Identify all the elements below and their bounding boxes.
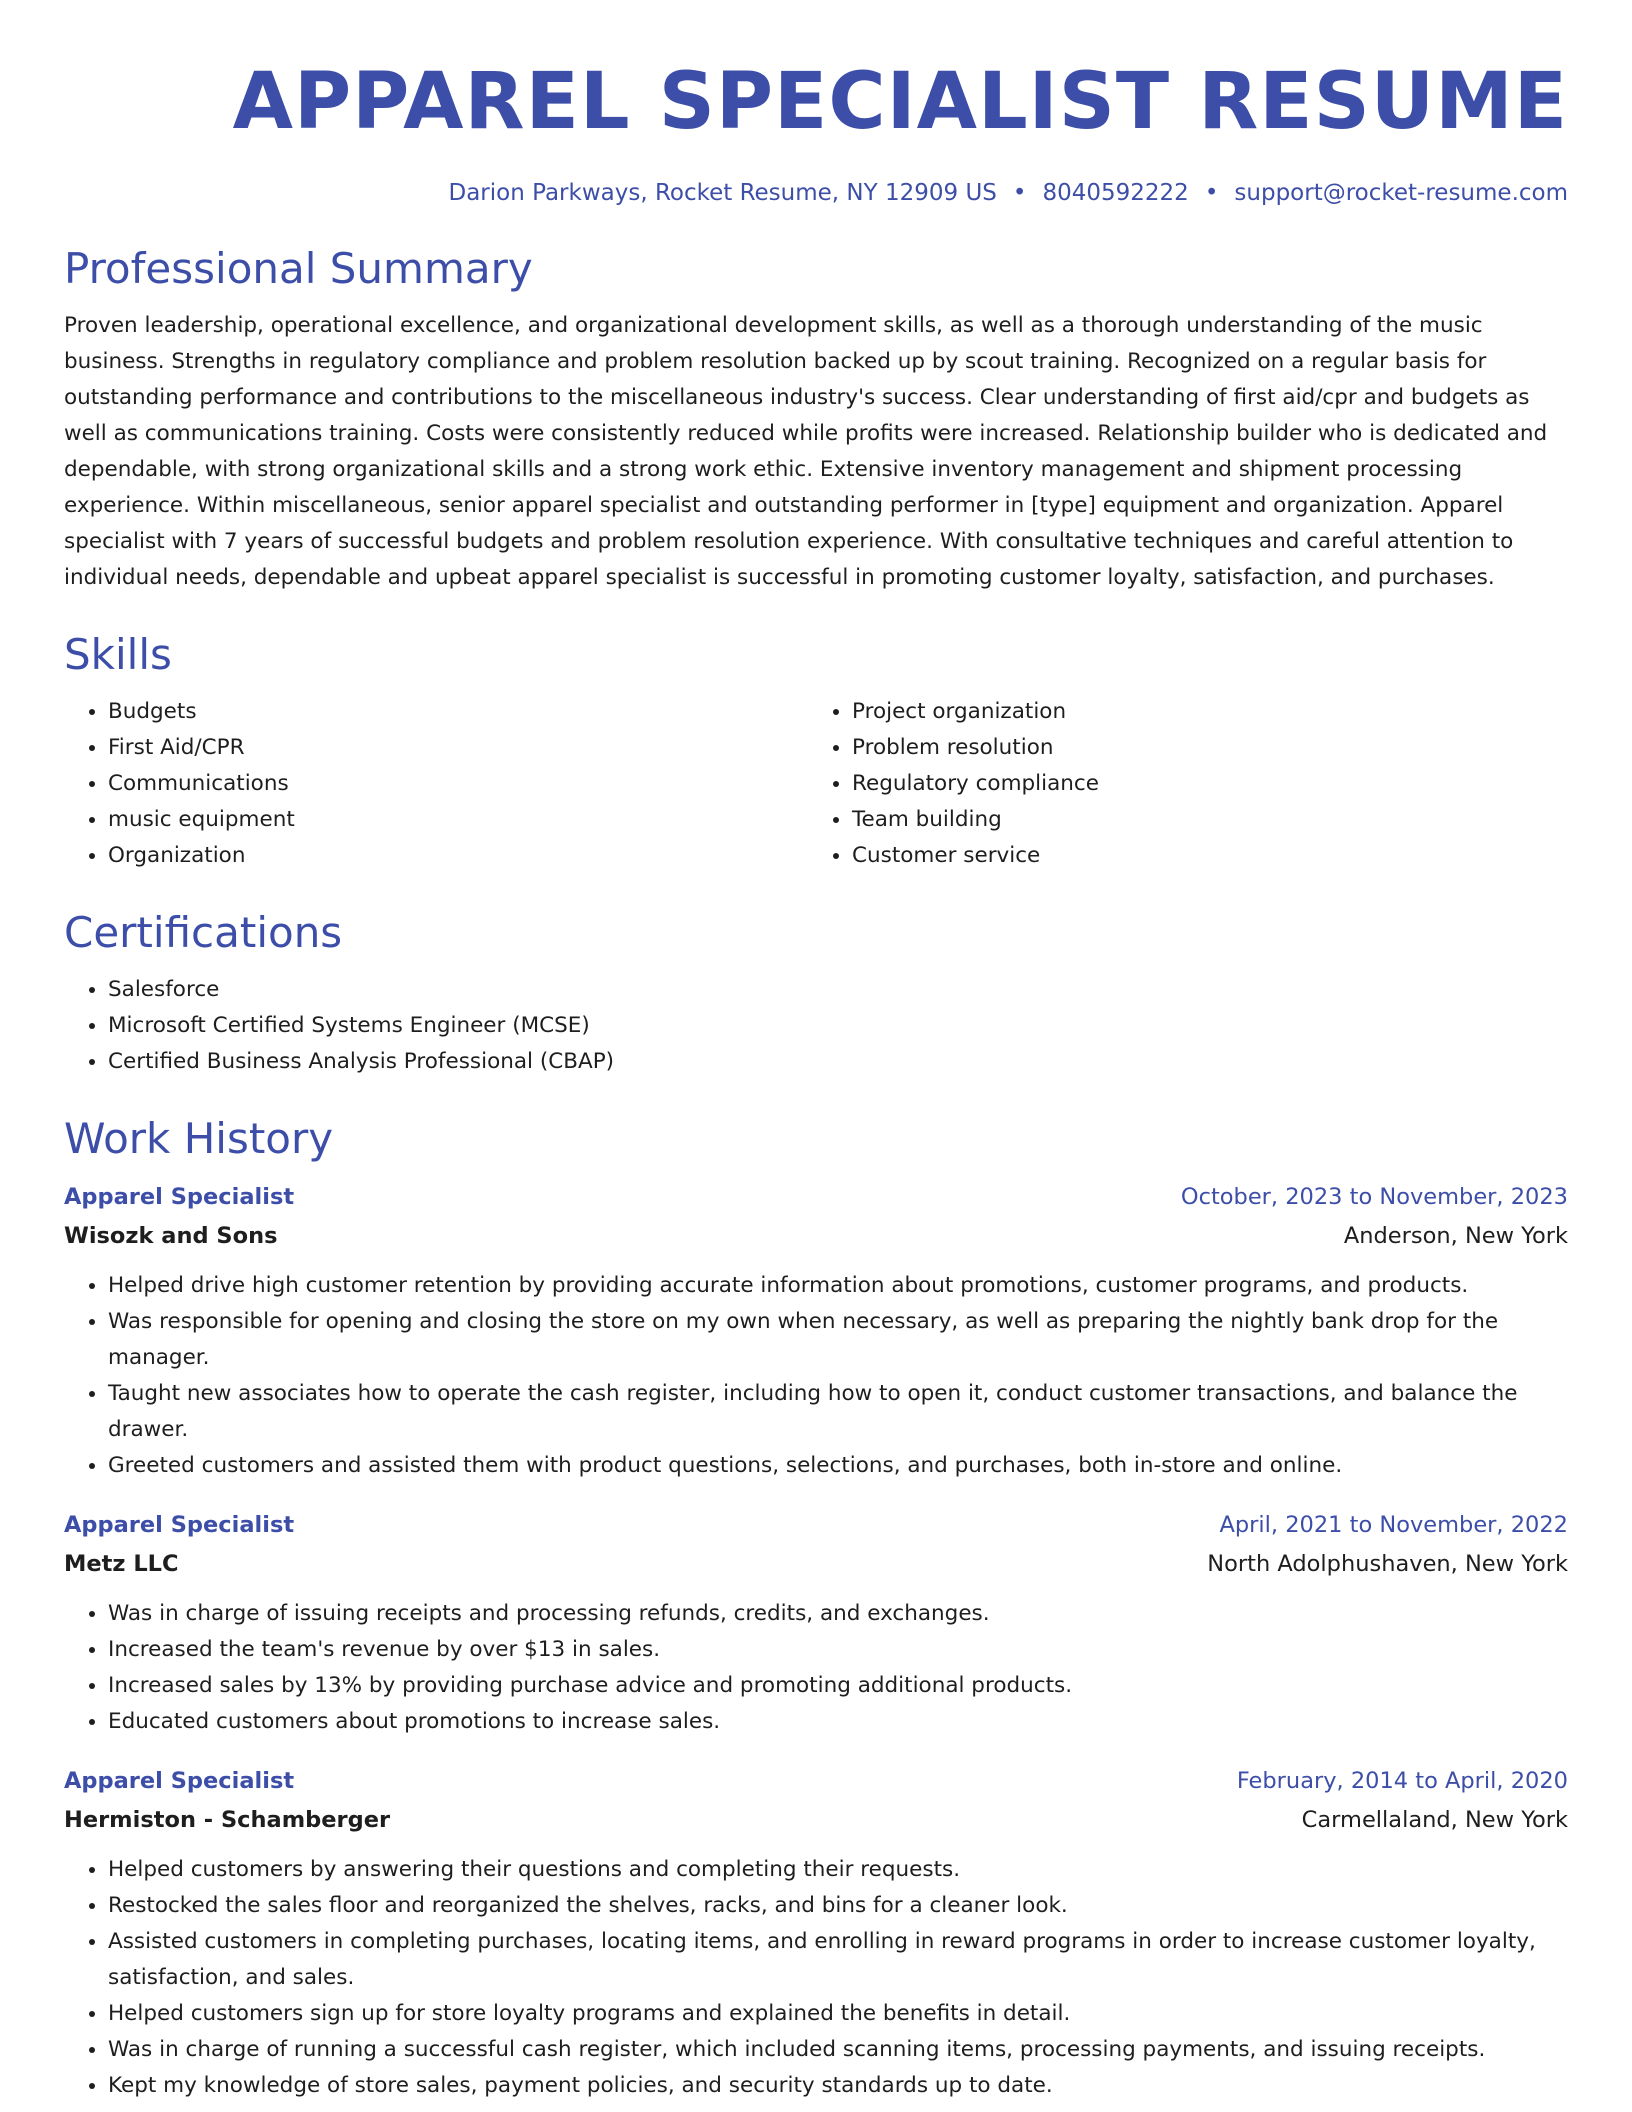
- skill-item: • Regulatory compliance: [852, 766, 1568, 802]
- job-duty: • Was in charge of running a successful cash register, which included scanning items, processing payments, and issuing receipts.: [108, 2032, 1568, 2068]
- job-title: Apparel Specialist: [64, 1768, 295, 1794]
- summary-heading: Professional Summary: [64, 244, 533, 293]
- skill-item: • Communications: [108, 766, 816, 802]
- certification-item: • Salesforce: [108, 972, 1568, 1008]
- job-title: Apparel Specialist: [64, 1512, 295, 1538]
- contact-line: [64, 176, 1568, 210]
- job-duty: • Was responsible for opening and closing the store on my own when necessary, as well as preparing the nightly bank drop for the manager.: [108, 1304, 1568, 1376]
- job-location: Carmellaland, New York: [1301, 1807, 1568, 1833]
- certification-item: • Microsoft Certified Systems Engineer (MCSE): [108, 1008, 1568, 1044]
- contact-email: support@rocket-resume.com: [1234, 180, 1568, 206]
- job-dates: October, 2023 to November, 2023: [1180, 1184, 1568, 1210]
- skill-item: • music equipment: [108, 802, 816, 838]
- job-duty: • Helped customers by answering their questions and completing their requests.: [108, 1852, 1568, 1888]
- job-duties: [64, 1268, 1568, 1484]
- job-duty: • Greeted customers and assisted them with product questions, selections, and purchases, both in-store and online.: [108, 1448, 1568, 1484]
- job-duty: • Was in charge of issuing receipts and processing refunds, credits, and exchanges.: [108, 1596, 1568, 1632]
- contact-phone: 8040592222: [1042, 180, 1189, 206]
- skill-item: • Team building: [852, 802, 1568, 838]
- skill-item: • Project organization: [852, 694, 1568, 730]
- certifications-heading: Certifications: [64, 908, 343, 957]
- job-duty: • Helped customers sign up for store loyalty programs and explained the benefits in detail.: [108, 1996, 1568, 2032]
- job-duty: • Restocked the sales floor and reorganized the shelves, racks, and bins for a cleaner look.: [108, 1888, 1568, 1924]
- job-entry: [64, 1762, 1568, 2104]
- contact-address: Darion Parkways, Rocket Resume, NY 12909 US: [448, 180, 997, 206]
- job-duty: • Helped drive high customer retention by providing accurate information about promotions, customer programs, and products.: [108, 1268, 1568, 1304]
- job-location: North Adolphushaven, New York: [1207, 1551, 1568, 1577]
- job-entry: [64, 1506, 1568, 1740]
- certification-item: • Certified Business Analysis Professional (CBAP): [108, 1044, 1568, 1080]
- job-entry: [64, 1178, 1568, 1484]
- job-duties: [64, 1596, 1568, 1740]
- job-dates: February, 2014 to April, 2020: [1236, 1768, 1568, 1794]
- job-location: Anderson, New York: [1343, 1223, 1568, 1249]
- job-duty: • Increased the team's revenue by over $13 in sales.: [108, 1632, 1568, 1668]
- job-company: Metz LLC: [64, 1551, 179, 1577]
- skill-item: • Customer service: [852, 838, 1568, 874]
- skills-heading: Skills: [64, 630, 172, 679]
- skill-item: • Organization: [108, 838, 816, 874]
- skills-column-left: [64, 694, 816, 874]
- job-duty: • Educated customers about promotions to increase sales.: [108, 1704, 1568, 1740]
- summary-text: Proven leadership, operational excellence, and organizational development skills, as well as a thorough understanding of the music business. Strengths in regulatory compliance and problem resolution backed up by scout training. Recognized on a regular basis for outstanding performance and contributions to the miscellaneous industry's success. Clear understanding of first aid/cpr and budgets as well as communications training. Costs were consistently reduced while profits were increased. Relationship builder who is dedicated and dependable, with strong organizational skills and a strong work ethic. Extensive inventory management and shipment processing experience. Within miscellaneous, senior apparel specialist and outstanding performer in [type] equipment and organization. Apparel specialist with 7 years of successful budgets and problem resolution experience. With consultative techniques and careful attention to individual needs, dependable and upbeat apparel specialist is successful in promoting customer loyalty, satisfaction, and purchases.: [64, 313, 1548, 590]
- job-duty: • Increased sales by 13% by providing purchase advice and promoting additional products.: [108, 1668, 1568, 1704]
- skill-item: • Budgets: [108, 694, 816, 730]
- skill-item: • Problem resolution: [852, 730, 1568, 766]
- skill-item: • First Aid/CPR: [108, 730, 816, 766]
- job-dates: April, 2021 to November, 2022: [1219, 1512, 1568, 1538]
- contact-separator: •: [1012, 180, 1027, 206]
- job-duties: [64, 1852, 1568, 2104]
- contact-separator: •: [1204, 180, 1219, 206]
- job-duty: • Kept my knowledge of store sales, payment policies, and security standards up to date.: [108, 2068, 1568, 2104]
- skills-column-right: [816, 694, 1568, 874]
- job-duty: • Assisted customers in completing purchases, locating items, and enrolling in reward programs in order to increase customer loyalty, satisfaction, and sales.: [108, 1924, 1568, 1996]
- job-company: Hermiston - Schamberger: [64, 1807, 391, 1833]
- job-duty: • Taught new associates how to operate the cash register, including how to open it, conduct customer transactions, and balance the drawer.: [108, 1376, 1568, 1448]
- job-company: Wisozk and Sons: [64, 1223, 278, 1249]
- certifications-list: [64, 972, 1568, 1080]
- resume-title: APPAREL SPECIALIST RESUME: [232, 57, 1568, 147]
- job-title: Apparel Specialist: [64, 1184, 295, 1210]
- work-history-heading: Work History: [64, 1114, 334, 1163]
- skills-list: [64, 694, 1568, 874]
